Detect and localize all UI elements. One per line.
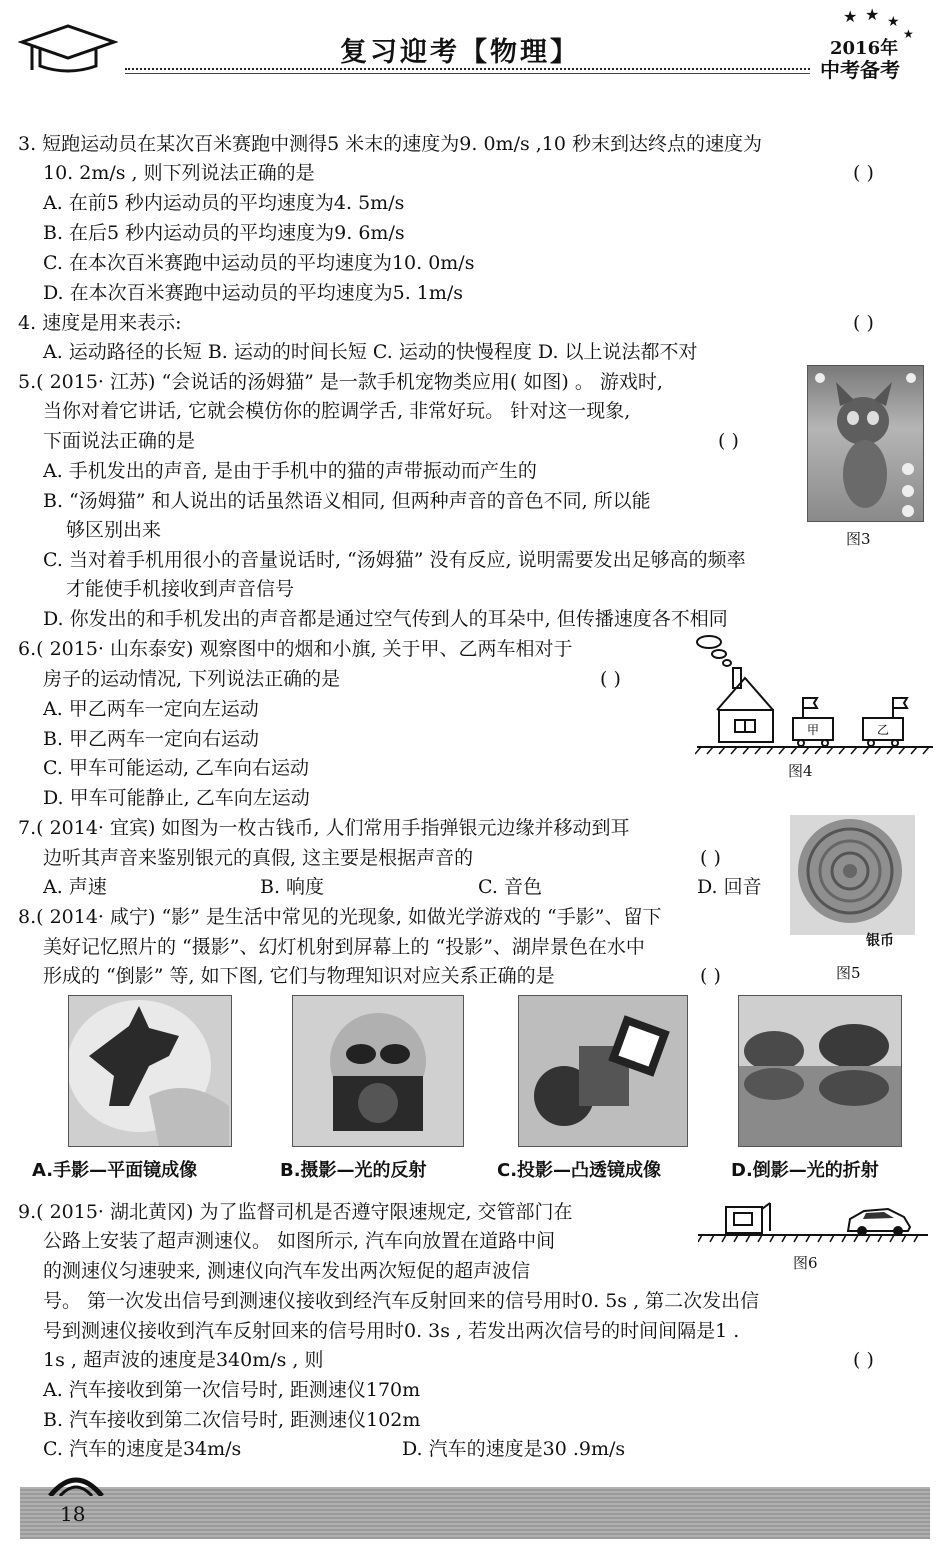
q9-option-c: C. 汽车的速度是34m/s	[43, 1438, 242, 1460]
q8-stem-line2: 美好记忆照片的 “摄影”、幻灯机射到屏幕上的 “投影”、湖岸景色在水中	[43, 936, 645, 958]
footer-emblem-icon	[48, 1474, 104, 1496]
q3-stem-line1: 3. 短跑运动员在某次百米赛跑中测得5 米末的速度为9. 0m/s ,10 秒末到达终点的速度为	[18, 133, 763, 155]
figure-6-caption: 图6	[793, 1254, 818, 1272]
figure-5-caption: 图5	[836, 964, 861, 982]
graduation-cap-icon	[18, 22, 118, 78]
header-rule-solid	[125, 73, 810, 74]
caption-a: A.手影—平面镜成像	[32, 1160, 198, 1181]
q7-option-d: D. 回音	[697, 876, 762, 898]
q6-option-b: B. 甲乙两车一定向右运动	[43, 728, 260, 750]
svg-text:★: ★	[887, 14, 900, 30]
q9-stem-line6: 1s , 超声波的速度是340m/s , 则	[43, 1349, 324, 1371]
q6-option-c: C. 甲车可能运动, 乙车向右运动	[43, 757, 310, 779]
svg-text:★: ★	[865, 6, 880, 24]
q7-answer-blank: ( )	[700, 847, 721, 869]
camera-icon	[293, 996, 463, 1146]
figure-4-house-cars-diagram	[695, 632, 935, 757]
q4-options: A. 运动路径的长短 B. 运动的时间长短 C. 运动的快慢程度 D. 以上说法都不对	[43, 341, 698, 363]
photo-camera	[292, 995, 464, 1147]
car-icon	[848, 1209, 910, 1236]
header-rule	[125, 68, 810, 70]
photo-projector	[518, 995, 688, 1147]
q9-option-b: B. 汽车接收到第二次信号时, 距测速仪102m	[43, 1409, 421, 1431]
q5-stem-line1: 5.( 2015· 江苏) “会说话的汤姆猫” 是一款手机宠物类应用( 如图) 。 游戏时,	[18, 371, 663, 393]
q6-stem-line1: 6.( 2015· 山东泰安) 观察图中的烟和小旗, 关于甲、乙两车相对于	[18, 638, 573, 660]
figure-6-speed-radar-diagram	[698, 1195, 928, 1250]
q9-answer-blank: ( )	[853, 1349, 874, 1371]
q9-stem-line1: 9.( 2015· 湖北黄冈) 为了监督司机是否遵守限速规定, 交管部门在	[18, 1201, 573, 1223]
footer-bar	[20, 1487, 930, 1539]
q5-option-b-line1: B. “汤姆猫” 和人说出的话虽然语义相同, 但两种声音的音色不同, 所以能	[43, 490, 651, 512]
q5-stem-line3: 下面说法正确的是	[43, 430, 196, 452]
header	[0, 0, 950, 90]
q3-option-c: C. 在本次百米赛跑中运动员的平均速度为10. 0m/s	[43, 252, 475, 274]
q3-option-a: A. 在前5 秒内运动员的平均速度为4. 5m/s	[43, 192, 405, 214]
q5-option-a: A. 手机发出的声音, 是由于手机中的猫的声带振动而产生的	[43, 460, 537, 482]
caption-d: D.倒影—光的折射	[731, 1160, 879, 1181]
photo-hand-shadow	[68, 995, 232, 1147]
q8-stem-line3: 形成的 “倒影” 等, 如下图, 它们与物理知识对应关系正确的是	[43, 965, 555, 987]
q7-option-c: C. 音色	[478, 876, 542, 898]
svg-text:★: ★	[903, 27, 914, 41]
q6-option-a: A. 甲乙两车一定向左运动	[43, 698, 259, 720]
q9-option-a: A. 汽车接收到第一次信号时, 距测速仪170m	[43, 1379, 421, 1401]
header-title: 复习迎考【物理】	[340, 37, 580, 68]
car-yi-label: 乙	[877, 723, 890, 737]
q3-option-b: B. 在后5 秒内运动员的平均速度为9. 6m/s	[43, 222, 405, 244]
q7-stem-line1: 7.( 2014· 宜宾) 如图为一枚古钱币, 人们常用手指弹银元边缘并移动到耳	[18, 817, 630, 839]
caption-b: B.摄影—光的反射	[280, 1160, 427, 1181]
q3-option-d: D. 在本次百米赛跑中运动员的平均速度为5. 1m/s	[43, 282, 464, 304]
q9-stem-line3: 的测速仪匀速驶来, 测速仪向汽车发出两次短促的超声波信	[43, 1260, 531, 1282]
cat-icon	[808, 366, 923, 521]
q5-answer-blank: ( )	[718, 430, 739, 452]
coin-icon	[790, 815, 915, 935]
svg-text:★: ★	[843, 7, 858, 26]
q3-stem-line2: 10. 2m/s , 则下列说法正确的是	[43, 162, 315, 184]
projector-icon	[519, 996, 687, 1146]
q9-stem-line5: 号到测速仪接收到汽车反射回来的信号用时0. 3s , 若发出两次信号的时间间隔是1 .	[43, 1320, 740, 1342]
photo-reflection	[738, 995, 902, 1147]
hand-shadow-icon	[69, 996, 231, 1146]
q3-answer-blank: ( )	[853, 162, 874, 184]
q8-answer-blank: ( )	[700, 965, 721, 987]
q6-option-d: D. 甲车可能静止, 乙车向左运动	[43, 787, 310, 809]
figure-3-caption: 图3	[846, 530, 871, 548]
header-subtitle: 中考备考	[820, 58, 900, 82]
q5-option-c-line2: 才能使手机接收到声音信号	[66, 578, 295, 600]
q7-option-b: B. 响度	[260, 876, 325, 898]
q5-option-c-line1: C. 当对着手机用很小的音量说话时, “汤姆猫” 没有反应, 说明需要发出足够高的频率	[43, 549, 746, 571]
q9-stem-line2: 公路上安装了超声测速仪。 如图所示, 汽车向放置在道路中间	[43, 1230, 556, 1252]
q4-stem: 4. 速度是用来表示:	[18, 312, 182, 334]
coin-label: 银币	[866, 933, 894, 949]
year-badge: 2016年	[830, 38, 899, 59]
q5-option-b-line2: 够区别出来	[66, 519, 162, 541]
q9-stem-line4: 号。 第一次发出信号到测速仪接收到经汽车反射回来的信号用时0. 5s , 第二次发出信	[43, 1290, 760, 1312]
q6-answer-blank: ( )	[600, 668, 621, 690]
q5-stem-line2: 当你对着它讲话, 它就会模仿你的腔调学舌, 非常好玩。 针对这一现象,	[43, 400, 631, 422]
q7-stem-line2: 边听其声音来鉴别银元的真假, 这主要是根据声音的	[43, 847, 474, 869]
q7-option-a: A. 声速	[43, 876, 107, 898]
page-number: 18	[60, 1502, 86, 1526]
figure-3-phone-image	[807, 365, 924, 522]
q6-stem-line2: 房子的运动情况, 下列说法正确的是	[43, 668, 341, 690]
q4-answer-blank: ( )	[853, 312, 874, 334]
figure-4-caption: 图4	[788, 762, 813, 780]
lake-reflection-icon	[739, 996, 901, 1146]
figure-5-coin-image	[790, 815, 915, 935]
q5-option-d: D. 你发出的和手机发出的声音都是通过空气传到人的耳朵中, 但传播速度各不相同	[43, 608, 728, 630]
q9-option-d: D. 汽车的速度是30 .9m/s	[402, 1438, 626, 1460]
caption-c: C.投影—凸透镜成像	[497, 1160, 662, 1181]
car-jia-label: 甲	[807, 723, 820, 737]
q8-stem-line1: 8.( 2014· 咸宁) “影” 是生活中常见的光现象, 如做光学游戏的 “手影”、留下	[18, 906, 662, 928]
